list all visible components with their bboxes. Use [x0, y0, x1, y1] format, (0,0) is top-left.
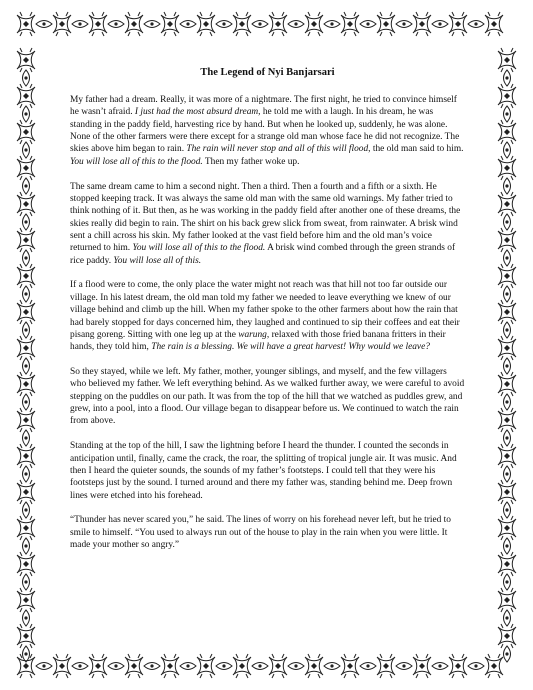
border-knot: [485, 12, 503, 36]
border-knot: [17, 120, 35, 144]
border-knot: [341, 654, 359, 678]
border-link: [108, 663, 124, 670]
border-knot: [498, 552, 516, 576]
border-knot: [161, 12, 179, 36]
text-run: So they stayed, while we left. My father, mother, younger siblings, and myself, and the few villagers who believed my father. We left everything behind. As we walked further away, we were careful to avoid stepping on the puddles on our path. It was from the top of the hill that we watched as puddles grew, and grew, into a pool, into a flood. Our village began to disappear before us. We continued to watch the rain from above.: [70, 367, 465, 427]
border-knot: [498, 408, 516, 432]
italic-text: The rain is a blessing. We will have a great harvest! Why would we leave?: [151, 342, 430, 353]
border-knot: [498, 120, 516, 144]
border-link: [216, 663, 232, 670]
border-knot: [17, 480, 35, 504]
border-knot: [17, 516, 35, 540]
border-link: [504, 286, 511, 302]
italic-text: I just had the most absurd dream,: [134, 107, 261, 118]
border-link: [396, 663, 412, 670]
border-knot: [498, 264, 516, 288]
border-knot: [17, 12, 35, 36]
border-knot: [17, 588, 35, 612]
border-link: [360, 663, 376, 670]
border-link: [504, 646, 511, 662]
border-link: [468, 663, 484, 670]
text-run: The same dream came to him a second night. Then a third. Then a fourth and a fifth or a sixth. He stopped keeping track. It was always the same old man with the same old warnings. My father tried to think nothing of it. But then, as he was working in the paddy field after another one of these dreams, the skies really did begin to rain. The shirt on his back grew slick from sweat, from rainwater. A brisk wind sent a chill across his skin. My father looked at the vast field before him and the old man’s voice returned to him.: [70, 181, 461, 254]
border-link: [23, 574, 30, 590]
text-run: , relaxed with those fried banana fritters in their hands, they told him,: [70, 329, 446, 353]
border-knot: [305, 654, 323, 678]
border-link: [23, 358, 30, 374]
border-link: [180, 663, 196, 670]
border-link: [144, 663, 160, 670]
border-knot: [17, 624, 35, 648]
border-knot: [17, 372, 35, 396]
border-link: [324, 21, 340, 28]
border-link: [396, 21, 412, 28]
border-knot: [161, 654, 179, 678]
border-link: [504, 106, 511, 122]
border-link: [23, 610, 30, 626]
border-knot: [17, 444, 35, 468]
border-link: [23, 430, 30, 446]
border-link: [144, 21, 160, 28]
border-knot: [197, 12, 215, 36]
border-link: [23, 538, 30, 554]
border-link: [23, 466, 30, 482]
border-link: [504, 142, 511, 158]
border-link: [180, 21, 196, 28]
border-link: [504, 466, 511, 482]
border-link: [252, 21, 268, 28]
border-link: [23, 646, 30, 662]
border-link: [216, 21, 232, 28]
border-knot: [197, 654, 215, 678]
border-knot: [17, 48, 35, 72]
border-link: [252, 663, 268, 670]
border-link: [72, 663, 88, 670]
border-link: [288, 663, 304, 670]
border-knot: [377, 654, 395, 678]
border-knot: [413, 654, 431, 678]
border-link: [36, 663, 52, 670]
border-knot: [485, 654, 503, 678]
border-link: [23, 142, 30, 158]
text-run: , the old man said to him.: [368, 144, 464, 155]
document-title: The Legend of Nyi Banjarsari: [200, 67, 335, 78]
border-knot: [498, 192, 516, 216]
border-link: [504, 430, 511, 446]
border-knot: [17, 228, 35, 252]
border-knot: [498, 444, 516, 468]
border-knot: [341, 12, 359, 36]
border-knot: [498, 588, 516, 612]
border-link: [504, 358, 511, 374]
paragraph: [70, 181, 465, 267]
text-run: Standing at the top of the hill, I saw the lightning before I heard the thunder. I counted the seconds in anticipation until, finally, came the crack, the roar, the splitting of tropical jungle air. It was music. And then I heard the quieter sounds, the sounds of my father’s footsteps. I could tell that they were his footsteps just by the sound. I turned around and there my father was, standing behind me. Deep frown lines were etched into his forehead.: [70, 441, 457, 501]
border-link: [504, 394, 511, 410]
border-knot: [413, 12, 431, 36]
border-knot: [498, 48, 516, 72]
border-link: [504, 250, 511, 266]
italic-text: You will lose all of this to the flood.: [70, 156, 203, 167]
border-link: [23, 106, 30, 122]
border-knot: [269, 12, 287, 36]
border-knot: [89, 654, 107, 678]
border-link: [324, 663, 340, 670]
border-knot: [498, 480, 516, 504]
border-knot: [449, 12, 467, 36]
paragraph: [70, 279, 465, 353]
border-knot: [53, 12, 71, 36]
border-knot: [377, 12, 395, 36]
italic-text: You will lose all of this.: [113, 255, 202, 266]
border-knot: [17, 552, 35, 576]
border-knot: [498, 624, 516, 648]
border-link: [504, 214, 511, 230]
border-link: [288, 21, 304, 28]
border-knot: [498, 372, 516, 396]
border-knot: [233, 654, 251, 678]
text-run: If a flood were to come, the only place the water might not reach was that hill not too far outside our village. In his latest dream, the old man told my father we needed to leave everything we knew of our village behind and climb up the hill. When my father spoke to the other farmers about how the rain that had barely stopped for days concerned him, they laughed and continued to sip their coffees and eat their pisang goreng. Sitting with one leg up at the: [70, 280, 460, 340]
border-knot: [305, 12, 323, 36]
document-body: [70, 66, 465, 646]
border-knot: [498, 516, 516, 540]
border-link: [468, 21, 484, 28]
border-link: [504, 538, 511, 554]
border-link: [36, 21, 52, 28]
italic-text: The rain will never stop and all of this will flood: [186, 144, 369, 155]
border-knot: [498, 84, 516, 108]
text-run: he told me with a laugh. In his dream, he was standing in the paddy field, harvesting rice by hand. But when he looked up, suddenly, he was alone. None of the other farmers were there except for a strange old man whose face he did not recognize. The skies above him began to rain.: [70, 107, 460, 155]
text-run: My father had a dream. Really, it was more of a nightmare. The first night, he tried to convince himself he wasn’t afraid.: [70, 95, 457, 118]
border-link: [23, 322, 30, 338]
border-knot: [17, 654, 35, 678]
border-knot: [125, 654, 143, 678]
border-link: [504, 610, 511, 626]
border-link: [504, 574, 511, 590]
border-knot: [233, 12, 251, 36]
border-knot: [125, 12, 143, 36]
border-link: [23, 214, 30, 230]
border-link: [504, 178, 511, 194]
paragraph: [70, 94, 465, 168]
border-link: [23, 286, 30, 302]
border-knot: [17, 336, 35, 360]
border-knot: [269, 654, 287, 678]
border-link: [504, 70, 511, 86]
border-link: [23, 178, 30, 194]
border-knot: [498, 228, 516, 252]
border-link: [108, 21, 124, 28]
border-knot: [17, 192, 35, 216]
border-knot: [449, 654, 467, 678]
border-link: [23, 502, 30, 518]
border-link: [504, 322, 511, 338]
paragraph: [70, 514, 465, 551]
border-knot: [89, 12, 107, 36]
border-link: [72, 21, 88, 28]
border-knot: [17, 84, 35, 108]
border-link: [360, 21, 376, 28]
border-knot: [17, 408, 35, 432]
border-link: [23, 70, 30, 86]
text-run: Then my father woke up.: [202, 156, 300, 167]
border-link: [432, 663, 448, 670]
border-knot: [498, 336, 516, 360]
border-knot: [498, 300, 516, 324]
border-link: [23, 394, 30, 410]
border-link: [23, 250, 30, 266]
text-run: “Thunder has never scared you,” he said. The lines of worry on his forehead never left, but he tried to smile to himself. “You used to always run out of the house to play in the rain when you were little. It made your mother so angry.”: [70, 515, 451, 551]
border-knot: [17, 156, 35, 180]
border-link: [432, 21, 448, 28]
border-knot: [53, 654, 71, 678]
paragraph: [70, 440, 465, 502]
text-run: A brisk wind combed through the green strands of rice paddy.: [70, 243, 456, 266]
paragraph: [70, 366, 465, 428]
border-knot: [17, 300, 35, 324]
border-link: [504, 502, 511, 518]
border-knot: [17, 264, 35, 288]
paragraphs: [70, 94, 465, 552]
italic-text: You will lose all of this to the flood.: [132, 243, 266, 254]
border-knot: [498, 156, 516, 180]
italic-text: warung: [238, 329, 267, 340]
